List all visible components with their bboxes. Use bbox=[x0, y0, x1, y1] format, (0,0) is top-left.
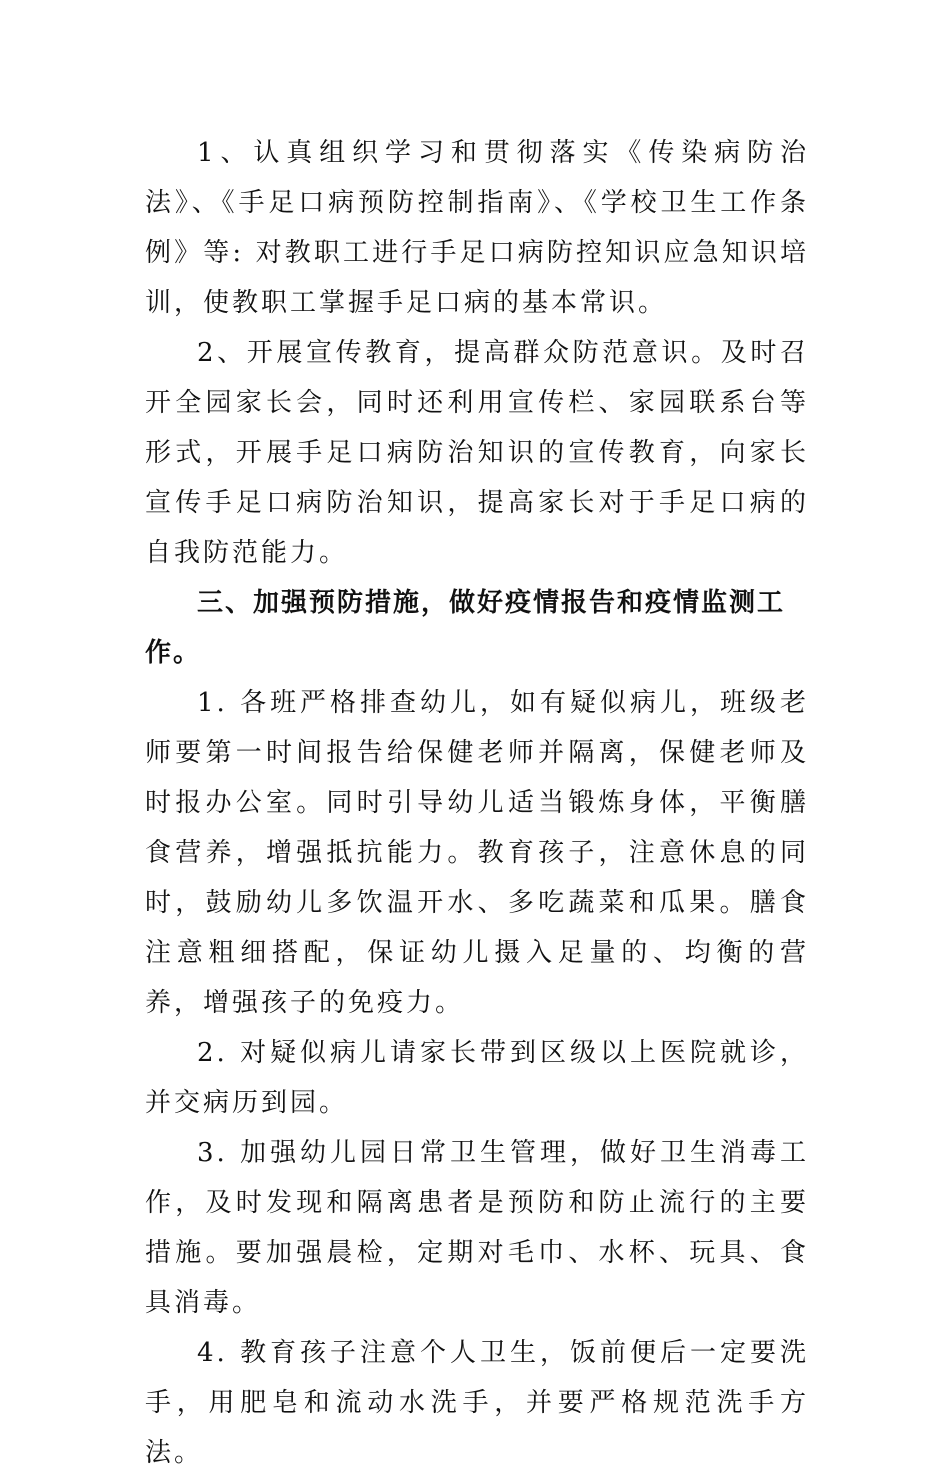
document-body bbox=[145, 128, 809, 1478]
section-heading: 三、加强预防措施，做好疫情报告和疫情监测工作。 bbox=[145, 588, 786, 668]
paragraph-hygiene-management: 3. 加强幼儿园日常卫生管理，做好卫生消毒工作，及时发现和隔离患者是预防和防止流行的主要措施。要加强晨检，定期对毛巾、水杯、玩具、食具消毒。 bbox=[145, 1138, 809, 1318]
paragraph-handwashing: 4. 教育孩子注意个人卫生，饭前便后一定要洗手，用肥皂和流动水洗手，并要严格规范洗手方法。 bbox=[145, 1338, 809, 1468]
paragraph-training: 1、认真组织学习和贯彻落实《传染病防治法》、《手足口病预防控制指南》、《学校卫生工作条例》等: 对教职工进行手足口病防控知识应急知识培训，使教职工掌握手足口病的基本常识。 bbox=[145, 138, 809, 318]
paragraph-screening: 1. 各班严格排查幼儿，如有疑似病儿，班级老师要第一时间报告给保健老师并隔离，保健老师及时报办公室。同时引导幼儿适当锻炼身体，平衡膳食营养，增强抵抗能力。教育孩子，注意休息的同时，鼓励幼儿多饮温开水、多吃蔬菜和瓜果。膳食注意粗细搭配，保证幼儿摄入足量的、均衡的营养，增强孩子的免疫力。 bbox=[145, 688, 809, 1018]
paragraph-publicity: 2、开展宣传教育，提高群众防范意识。及时召开全园家长会，同时还利用宣传栏、家园联系台等形式，开展手足口病防治知识的宣传教育，向家长宣传手足口病防治知识，提高家长对于手足口病的自我防范能力。 bbox=[145, 338, 809, 568]
paragraph-hospital-visit: 2. 对疑似病儿请家长带到区级以上医院就诊，并交病历到园。 bbox=[145, 1038, 809, 1118]
